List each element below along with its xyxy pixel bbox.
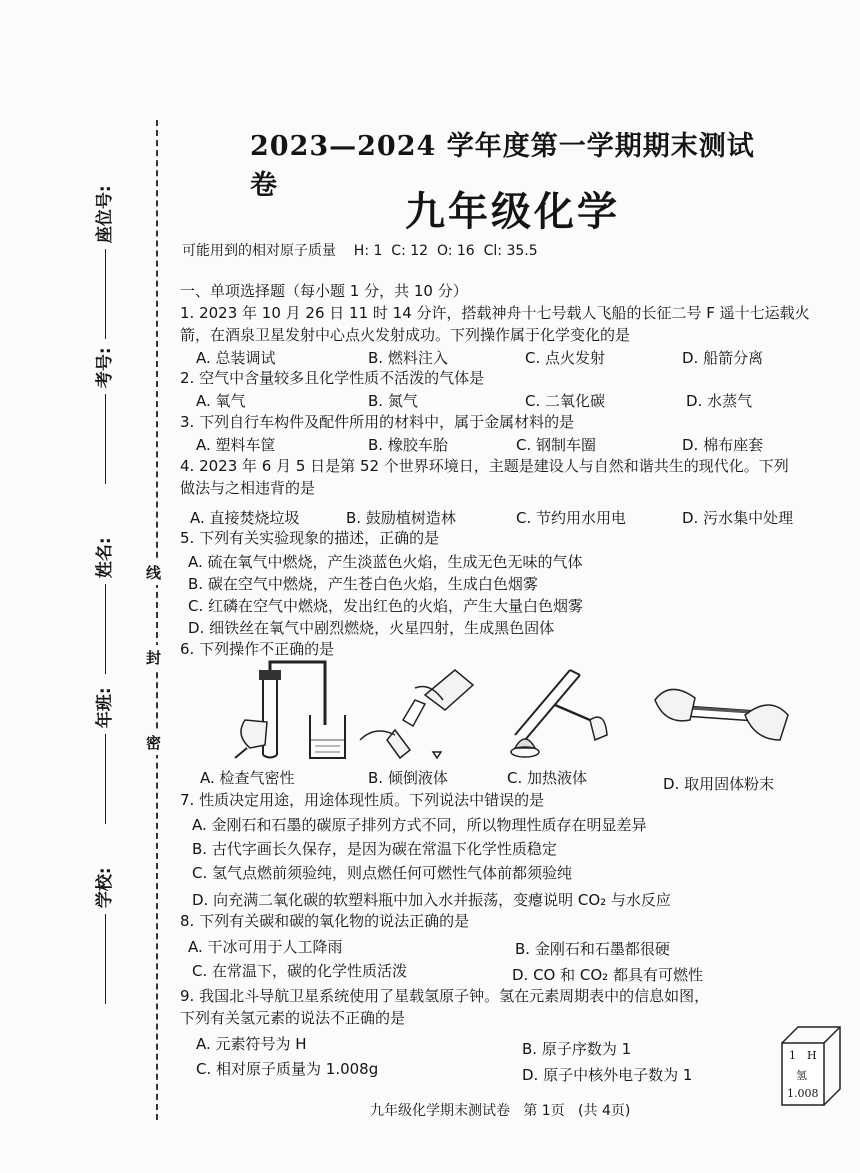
q6-option-a[interactable]: A. 检查气密性	[200, 769, 295, 787]
q9-option-b[interactable]: B. 原子序数为 1	[522, 1040, 632, 1058]
q6-option-d[interactable]: D. 取用固体粉末	[663, 775, 775, 793]
section-heading: 一、单项选择题（每小题 1 分，共 10 分）	[180, 282, 468, 300]
question-1-line-2: 箭，在酒泉卫星发射中心点火发射成功。下列操作属于化学变化的是	[180, 326, 631, 344]
q5-option-c[interactable]: C. 红磷在空气中燃烧，发出红色的火焰，产生大量白色烟雾	[188, 597, 584, 615]
exam-number-blank[interactable]	[105, 394, 106, 484]
question-3: 3. 下列自行车构件及配件所用的材料中，属于金属材料的是	[180, 413, 575, 431]
q5-option-a[interactable]: A. 硫在氧气中燃烧，产生淡蓝色火焰，生成无色无味的气体	[188, 553, 583, 571]
question-4-line-2: 做法与之相违背的是	[180, 479, 316, 497]
q6-option-b[interactable]: B. 倾倒液体	[368, 769, 448, 787]
q7-option-d[interactable]: D. 向充满二氧化碳的软塑料瓶中加入水并振荡，变瘪说明 CO₂ 与水反应	[192, 891, 671, 909]
exam-number-field	[20, 347, 140, 560]
question-7: 7. 性质决定用途，用途体现性质。下列说法中错误的是	[180, 791, 545, 809]
pour-liquid-illustration	[355, 660, 480, 760]
q4-option-b[interactable]: B. 鼓励植树造林	[346, 509, 456, 527]
q1-option-c[interactable]: C. 点火发射	[525, 349, 606, 367]
question-4-line-1: 4. 2023 年 6 月 5 日是第 52 个世界环境日，主题是建设人与自然和谐共生的现代化。下列	[180, 457, 789, 475]
question-9-line-2: 下列有关氢元素的说法不正确的是	[180, 1009, 406, 1027]
hydrogen-element-card	[780, 1025, 842, 1107]
question-6: 6. 下列操作不正确的是	[180, 640, 335, 658]
class-label: 年班:	[95, 687, 115, 729]
q4-option-d[interactable]: D. 污水集中处理	[682, 509, 794, 527]
q3-option-c[interactable]: C. 钢制车圈	[516, 436, 597, 454]
school-field	[20, 867, 140, 1080]
page-footer: 九年级化学期末测试卷 第 1页 (共 4页)	[370, 1103, 631, 1119]
q7-option-c[interactable]: C. 氢气点燃前须验纯，则点燃任何可燃性气体前都须验纯	[192, 864, 573, 882]
q6-option-c[interactable]: C. 加热液体	[507, 769, 588, 787]
q9-option-c[interactable]: C. 相对原子质量为 1.008g	[196, 1060, 379, 1078]
seat-number-blank[interactable]	[105, 249, 106, 339]
seal-char-secret: 密	[146, 730, 161, 755]
q1-option-b[interactable]: B. 燃料注入	[368, 349, 448, 367]
question-1-line-1: 1. 2023 年 10 月 26 日 11 时 14 分许，搭载神舟十七号载人飞船的长征二号 F 遥十七运载火	[180, 304, 810, 322]
element-name: 氢	[796, 1069, 807, 1082]
q8-option-a[interactable]: A. 干冰可用于人工降雨	[188, 938, 343, 956]
q5-option-b[interactable]: B. 碳在空气中燃烧，产生苍白色火焰，生成白色烟雾	[188, 575, 538, 593]
q9-option-a[interactable]: A. 元素符号为 H	[196, 1035, 307, 1053]
school-blank[interactable]	[105, 914, 106, 1004]
element-atomic-number: 1	[789, 1049, 796, 1062]
heat-liquid-illustration	[495, 660, 610, 760]
school-label: 学校:	[95, 867, 115, 909]
question-8: 8. 下列有关碳和碳的氧化物的说法正确的是	[180, 912, 470, 930]
q9-option-d[interactable]: D. 原子中核外电子数为 1	[522, 1066, 693, 1084]
q1-option-a[interactable]: A. 总装调试	[196, 349, 276, 367]
q1-option-d[interactable]: D. 船箭分离	[682, 349, 764, 367]
seal-char-seal: 封	[146, 645, 161, 670]
question-2: 2. 空气中含量较多且化学性质不活泼的气体是	[180, 369, 485, 387]
class-field	[20, 687, 140, 900]
q8-option-b[interactable]: B. 金刚石和石墨都很硬	[515, 940, 670, 958]
airtightness-check-illustration	[215, 660, 355, 760]
q2-option-c[interactable]: C. 二氧化碳	[525, 392, 606, 410]
element-symbol: H	[807, 1049, 817, 1062]
name-label: 姓名:	[95, 537, 115, 579]
q3-option-d[interactable]: D. 棉布座套	[682, 436, 764, 454]
q4-option-c[interactable]: C. 节约用水用电	[516, 509, 627, 527]
q4-option-a[interactable]: A. 直接焚烧垃圾	[190, 509, 300, 527]
exam-subtitle: 九年级化学	[405, 189, 620, 235]
q2-option-d[interactable]: D. 水蒸气	[686, 392, 753, 410]
class-blank[interactable]	[105, 734, 106, 824]
q3-option-b[interactable]: B. 橡胶车胎	[368, 436, 448, 454]
question-5: 5. 下列有关实验现象的描述，正确的是	[180, 529, 440, 547]
q5-option-d[interactable]: D. 细铁丝在氧气中剧烈燃烧，火星四射，生成黑色固体	[188, 619, 555, 637]
exam-number-label: 考号:	[95, 347, 115, 389]
name-blank[interactable]	[105, 584, 106, 674]
atomic-mass-line: 可能用到的相对原子质量 H: 1 C: 12 O: 16 Cl: 35.5	[182, 243, 538, 259]
solid-powder-illustration	[650, 660, 790, 760]
element-mass: 1.008	[787, 1087, 819, 1100]
seal-char-line: 线	[146, 560, 161, 585]
q7-option-b[interactable]: B. 古代字画长久保存，是因为碳在常温下化学性质稳定	[192, 840, 557, 858]
question-9-line-1: 9. 我国北斗导航卫星系统使用了星载氢原子钟。氢在元素周期表中的信息如图，	[180, 987, 710, 1005]
q7-option-a[interactable]: A. 金刚石和石墨的碳原子排列方式不同，所以物理性质存在明显差异	[192, 816, 647, 834]
q8-option-c[interactable]: C. 在常温下，碳的化学性质活泼	[192, 962, 408, 980]
binding-dashed-line	[156, 120, 158, 1120]
q2-option-a[interactable]: A. 氧气	[196, 392, 246, 410]
seat-number-label: 座位号:	[95, 185, 115, 244]
seat-number-field	[20, 120, 140, 320]
q2-option-b[interactable]: B. 氮气	[368, 392, 418, 410]
q3-option-a[interactable]: A. 塑料车筐	[196, 436, 276, 454]
q8-option-d[interactable]: D. CO 和 CO₂ 都具有可燃性	[512, 966, 703, 984]
exam-title: 2023—2024 学年度第一学期期末测试卷	[250, 131, 755, 201]
